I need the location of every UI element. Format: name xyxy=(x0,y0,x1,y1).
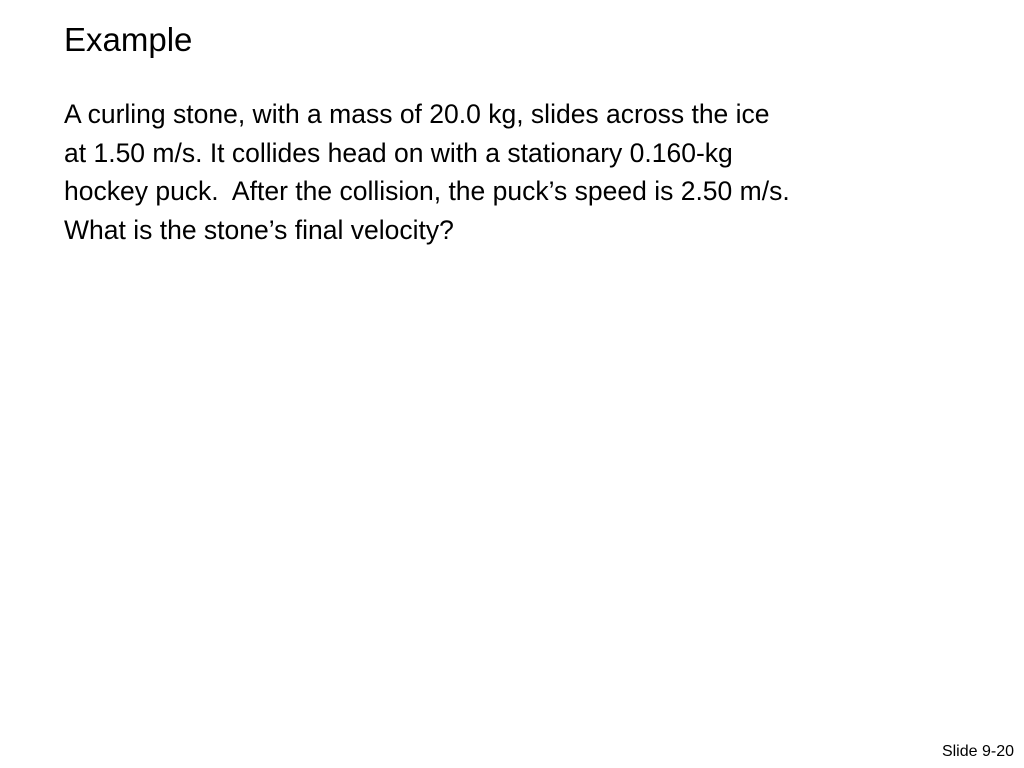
body-line: hockey puck. After the collision, the puck’s speed is 2.50 m/s. xyxy=(64,176,790,206)
body-line: A curling stone, with a mass of 20.0 kg, slides across the ice xyxy=(64,99,770,129)
body-line: What is the stone’s final velocity? xyxy=(64,214,454,245)
slide-body xyxy=(64,95,994,249)
body-line: at 1.50 m/s. It collides head on with a stationary 0.160-kg xyxy=(64,137,733,168)
slide-title: Example xyxy=(64,21,193,58)
slide-number: Slide 9-20 xyxy=(941,743,1014,760)
